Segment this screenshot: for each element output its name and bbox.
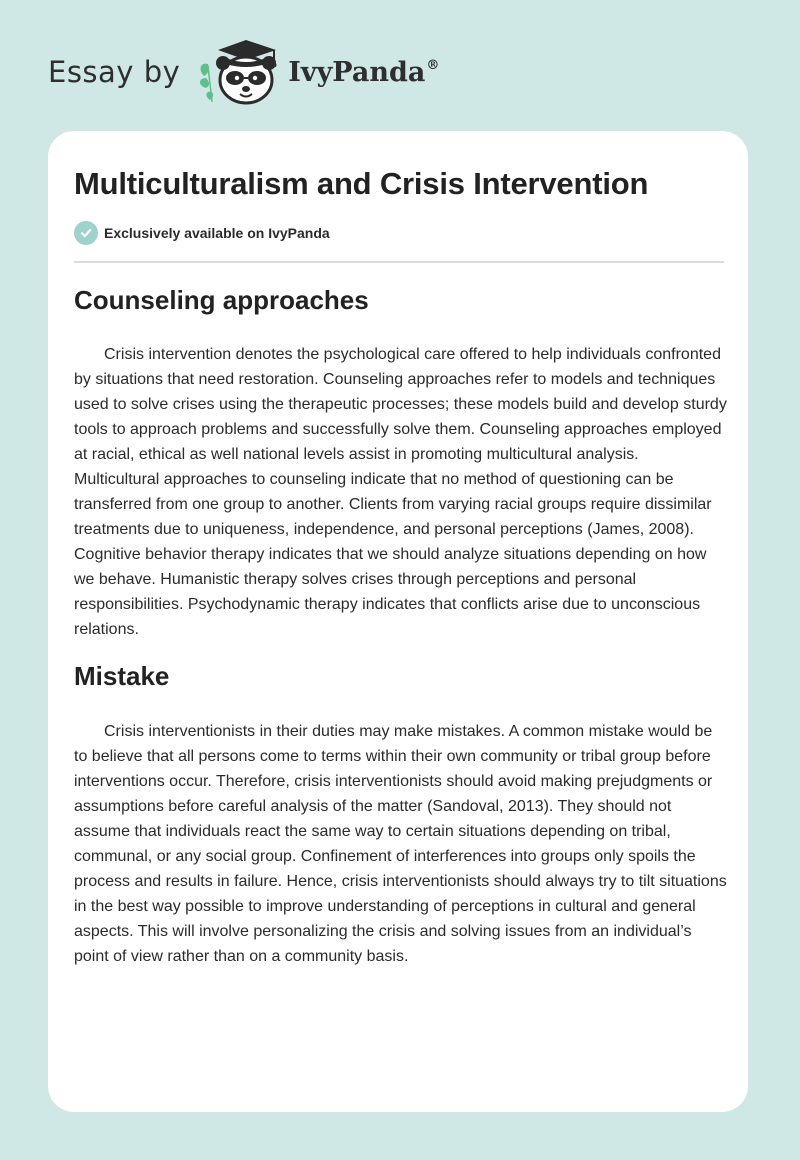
brand-name [288,57,439,88]
panda-graduate-icon [196,36,284,108]
essay-card [48,131,748,1112]
site-header [48,36,439,108]
brand-text: IvyPanda [288,56,426,88]
essay-by-text: Essay by [48,55,181,89]
title-divider [74,261,724,263]
section-heading-counseling: Counseling approaches [74,285,369,315]
check-circle-icon [74,221,98,245]
section-heading-mistake: Mistake [74,661,170,691]
page-title: Multiculturalism and Crisis Intervention [74,166,649,201]
registered-mark: ® [426,57,440,73]
section-text-counseling: Crisis intervention denotes the psychological care offered to help individuals confronted by situations that need restoration. Counseling approaches refer to models and techniques used to solve crises using the therapeutic processes; these models build and develop sturdy tools to approach problems and successfully solve them. Counseling approaches employed at racial, ethical as well national levels assist in promoting multicultural analysis. Multicultural approaches to counseling indicate that no method of questioning can be transferred from one group to another. Clients from varying racial groups require dissimilar treatments due to uniqueness, independence, and personal perceptions (James, 2008). Cognitive behavior therapy indicates that we should analyze situations depending on how we behave. Humanistic therapy solves crises through perceptions and personal responsibilities. Psychodynamic therapy indicates that conflicts arise due to unconscious relations. [74,346,727,638]
exclusive-badge [74,221,330,245]
exclusive-badge-label: Exclusively available on IvyPanda [104,225,330,241]
section-text-mistake: Crisis interventionists in their duties may make mistakes. A common mistake would be to believe that all persons come to terms within their own community or tribal group before interventions occur. Therefore, crisis interventionists should avoid making prejudgments or assumptions before careful analysis of the matter (Sandoval, 2013). They should not assume that individuals react the same way to certain situations depending on tribal, communal, or any social group. Confinement of interferences into groups only spoils the process and results in failure. Hence, crisis interventionists should always try to tilt situations in the best way possible to improve understanding of perceptions in cultural and general aspects. This will involve personalizing the crisis and solving issues from an individual’s point of view rather than on a community basis. [74,723,727,965]
